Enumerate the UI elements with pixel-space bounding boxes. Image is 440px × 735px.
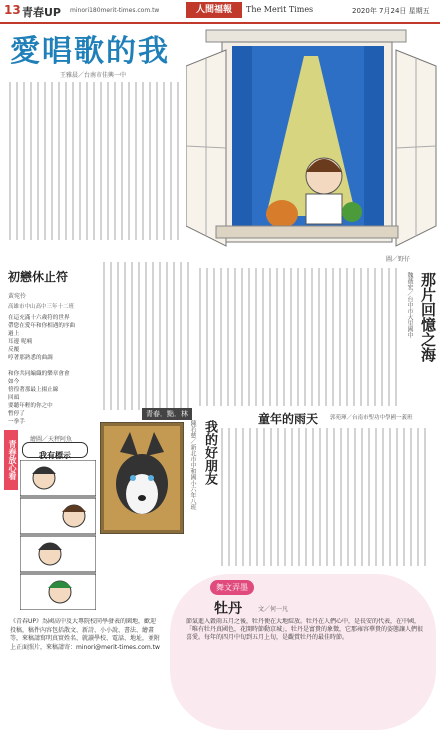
poem-line: 如今 <box>8 379 20 385</box>
comic-strip <box>20 460 96 610</box>
article2-body <box>196 268 402 408</box>
poem-line: 要聽年輕的你之中 <box>8 403 53 409</box>
poem-line: 耳邊 呢喃 <box>8 339 33 345</box>
poem-line: 反覆 <box>8 347 20 353</box>
rain-article-body <box>218 428 436 568</box>
newspaper-english-name: The Merit Times <box>246 5 314 14</box>
section-name: 青春UP <box>22 6 61 19</box>
poem-line: 和你共同編織的樂章會會 <box>8 371 70 377</box>
poem-line: 一拳手 <box>8 419 25 425</box>
main-title-block <box>10 26 190 69</box>
dog-article-tag: 青春．點．林 <box>142 408 192 420</box>
peony-title: 牡丹 <box>214 601 242 617</box>
article2-byline: 魏薇宏／台中市大里國中 <box>406 272 413 338</box>
window-illustration <box>186 26 438 266</box>
dog-article-byline: 陳若慈／新北市中和國小六年八班 <box>189 420 196 510</box>
poem-lines <box>8 314 100 426</box>
main-article-title: 愛唱歌的我 <box>10 34 170 69</box>
poem-school: 高雄市中山高中三年十二班 <box>8 304 75 310</box>
peony-text: 節氣進入穀雨五月之後，牡丹便在大地綻放。牡丹在人們心中，是長安的代表，在中國，「唯有牡丹真國色，花開時節動京城」，牡丹是富貴的象徵，它那雍容華貴的姿態讓人們很喜愛。每年的四月中旬到五月上旬，是觀賞牡丹的最佳時節。 <box>186 618 424 641</box>
poem-line: 在這充滿十六歲符的世界 <box>8 315 70 321</box>
poem-block <box>8 268 100 426</box>
comic-artist: 繪圖／天秤阿魚 <box>30 436 73 443</box>
illustrator-credit: 圖／野仔 <box>386 256 411 263</box>
submission-notice: 《青春UP》為國高中及大專院校同學發表的園地，歡迎投稿，稿件內容包括散文、新詩、小小說、書法、繪畫等，來稿請寫明真實姓名、就讀學校、電話、地址，並附上正面照片，來稿請寄：minori@merit-times.com.tw <box>10 618 160 651</box>
husky-painting <box>100 422 184 534</box>
comic-title-box <box>22 442 88 458</box>
poem-line: 回頭 <box>8 395 20 401</box>
rain-article-byline: 郭苑琿／台南市聖功中學國一義班 <box>330 415 413 421</box>
dog-article-title: 我的好朋友 <box>202 420 217 485</box>
main-article-byline: 王雅晨／台南市佳興一中 <box>60 72 127 79</box>
article2-title: 那片回憶之海 <box>419 272 437 362</box>
peony-tag: 舞文弄墨 <box>210 580 254 595</box>
page-number: 13 <box>4 3 21 17</box>
page-header <box>0 0 440 24</box>
comic-title: 我有標示 <box>39 451 71 460</box>
poem-line: 哼著那熟悉的曲調 <box>8 355 53 361</box>
rain-article-title: 童年的雨天 <box>258 412 319 426</box>
poem-line: 帶您在愛年和你相遇的序曲 <box>8 323 76 329</box>
poem-author: 黃宛伶 <box>8 293 27 300</box>
site-url[interactable]: minori180merit-times.com.tw <box>70 7 160 14</box>
poem-line: 徬徨著那最上揚止線 <box>8 387 59 393</box>
main-article-body <box>6 82 186 242</box>
poem-title: 初戀休止符 <box>8 270 69 284</box>
poem-line: 暫停了 <box>8 411 25 417</box>
issue-date: 2020年 7月24日 星期五 <box>352 7 430 15</box>
poem-line: 過上 <box>8 331 20 337</box>
poem-line <box>8 362 100 370</box>
middle-article-body <box>100 262 192 412</box>
peony-author: 文／何一凡 <box>258 606 289 613</box>
comic-vertical-label: 青春放心看 <box>4 430 18 490</box>
newspaper-logo: 人間福報 <box>186 2 242 18</box>
